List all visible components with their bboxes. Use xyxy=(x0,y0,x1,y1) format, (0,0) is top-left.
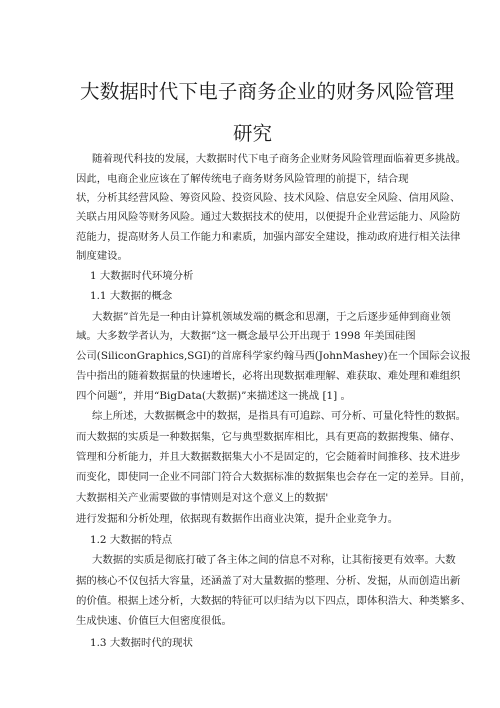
body-line: 大数据的实质是彻底打破了各主体之间的信息不对称，让其衔接更有效率。大数 xyxy=(92,554,456,566)
body-line: 大数据”首先是一种由计算机领域发端的概念和思潮，于之后逐步延伸到商业领 xyxy=(92,311,451,323)
body-line: 管理和分析能力，并且大数据数据集大小不是固定的，它会随着时间推移、技术进步 xyxy=(76,451,461,463)
abstract-line: 随着现代科技的发展，大数据时代下电子商务企业财务风险管理面临着更多挑战。 xyxy=(92,153,467,165)
body-line: 域。大多数学者认为，大数据”这一概念最早公开出现于 1998 年美国硅图 xyxy=(76,330,416,342)
body-line: 的价值。根据上述分析，大数据的特征可以归结为以下四点，即体积浩大、种类繁多、 xyxy=(76,595,471,607)
abstract-line: 状，分析其经营风险、筹资风险、投资风险、技术风险、信息安全风险、信用风险、 xyxy=(76,192,461,204)
body-line: 生成快速、价值巨大但密度很低。 xyxy=(76,615,232,627)
body-line: 四个问题”，并用“BigData(大数据)”来描述这一挑战 [1] 。 xyxy=(76,390,351,402)
subsection-heading: 1.2 大数据的特点 xyxy=(90,534,173,546)
body-line: 综上所述，大数据概念中的数据，是指具有可追踪、可分析、可量化特性的数据。 xyxy=(92,410,467,422)
body-line: 而大数据的实质是一种数据集，它与典型数据库相比，具有更高的数据搜集、储存、 xyxy=(76,431,461,443)
abstract-line: 因此，电商企业应该在了解传统电子商务财务风险管理的前提下，结合现 xyxy=(76,173,409,185)
subsection-heading: 1.3 大数据时代的现状 xyxy=(90,637,193,649)
body-line: 进行发掘和分析处理，依据现有数据作出商业决策，提升企业竞争力。 xyxy=(76,513,399,525)
document-title-line1: 大数据时代下电子商务企业的财务风险管理 xyxy=(80,80,455,103)
body-line: 告中指出的随着数据量的快速增长，必将出现数据难理解、难获取、难处理和难组织 xyxy=(76,370,461,382)
abstract-line: 制度建设。 xyxy=(76,250,128,262)
section-heading: 1 大数据时代环境分析 xyxy=(90,270,194,282)
subsection-heading: 1.1 大数据的概念 xyxy=(90,290,173,302)
document-title-line2: 研究 xyxy=(233,122,273,145)
body-line: 而变化，即使同一企业不同部门符合大数据标准的数据集也会存在一定的差异。目前， xyxy=(76,471,471,483)
abstract-line: 范能力，提高财务人员工作能力和素质，加强内部安全建设，推动政府进行相关法律 xyxy=(76,231,461,243)
body-line: 据的核心不仅包括大容量，还涵盖了对大量数据的整理、分析、发掘，从而创造出新 xyxy=(76,575,461,587)
body-line: 公司(SiliconGraphics,SGI)的首席科学家约翰马西(JohnMashey)在一个国际会议报 xyxy=(76,350,471,362)
abstract-line: 关联占用风险等财务风险。通过大数据技术的使用，以便提升企业营运能力、风险防 xyxy=(76,211,461,223)
body-line: 大数据相关产业需要做的事情则是对这个意义上的数据' xyxy=(76,492,329,504)
